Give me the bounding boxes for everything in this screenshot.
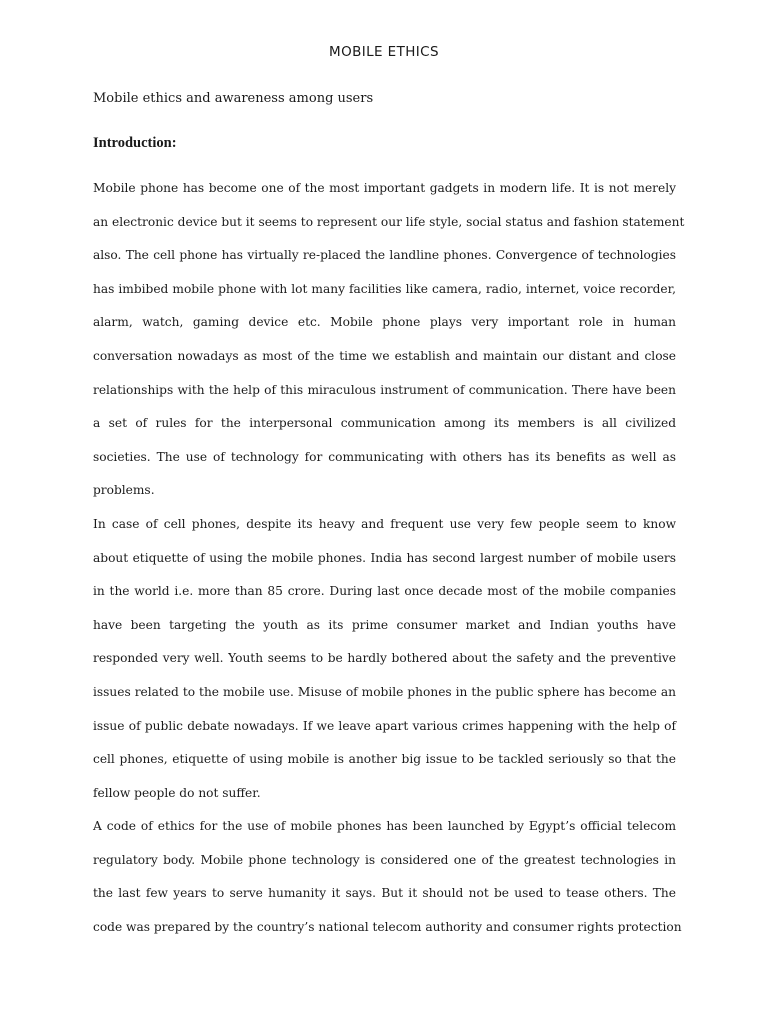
paragraph-line: the last few years to serve humanity it says. But it should not be used to tease others. The [93,886,676,901]
document-title: MOBILE ETHICS [329,44,439,60]
paragraph-line: about etiquette of using the mobile phones. India has second largest number of mobile users [93,550,676,565]
paragraph-line: relationships with the help of this miraculous instrument of communication. There have been [93,382,676,397]
paragraph-line: In case of cell phones, despite its heavy and frequent use very few people seem to know [93,516,676,531]
paragraph-line: have been targeting the youth as its prime consumer market and Indian youths have [93,617,676,632]
paragraph-line: cell phones, etiquette of using mobile is another big issue to be tackled seriously so that the [93,752,676,767]
paragraph-line: issue of public debate nowadays. If we leave apart various crimes happening with the help of [93,718,676,733]
paragraph-line: responded very well. Youth seems to be hardly bothered about the safety and the preventive [93,651,676,666]
document-body [93,172,685,945]
paragraph-line: problems. [93,483,155,498]
paragraph-line: alarm, watch, gaming device etc. Mobile phone plays very important role in human [93,315,676,330]
paragraph-line: has imbibed mobile phone with lot many facilities like camera, radio, internet, voice recorder, [93,281,676,296]
paragraph-line: also. The cell phone has virtually re-placed the landline phones. Convergence of technologies [93,248,676,263]
paragraph [93,810,682,944]
paragraph-line: Mobile phone has become one of the most important gadgets in modern life. It is not merely [93,181,676,195]
paragraph-line: societies. The use of technology for communicating with others has its benefits as well as [93,449,676,464]
paragraph-line: code was prepared by the country’s national telecom authority and consumer rights protection [93,920,682,935]
paragraph-line: regulatory body. Mobile phone technology is considered one of the greatest technologies in [93,852,676,867]
paragraph-line: an electronic device but it seems to represent our life style, social status and fashion statement [93,214,685,229]
paragraph-line: in the world i.e. more than 85 crore. During last once decade most of the mobile companies [93,584,676,599]
paragraph-line: conversation nowadays as most of the time we establish and maintain our distant and close [93,348,676,363]
paragraph-line: a set of rules for the interpersonal communication among its members is all civilized [93,416,676,431]
paragraph-line: A code of ethics for the use of mobile phones has been launched by Egypt’s official telecom [93,819,676,834]
document-subtitle: Mobile ethics and awareness among users [93,91,374,106]
paragraph-line: issues related to the mobile use. Misuse of mobile phones in the public sphere has become an [93,684,676,699]
section-heading: Introduction: [93,135,177,151]
paragraph [93,172,685,508]
paragraph [93,508,676,810]
paragraph-line: fellow people do not suffer. [93,785,261,800]
